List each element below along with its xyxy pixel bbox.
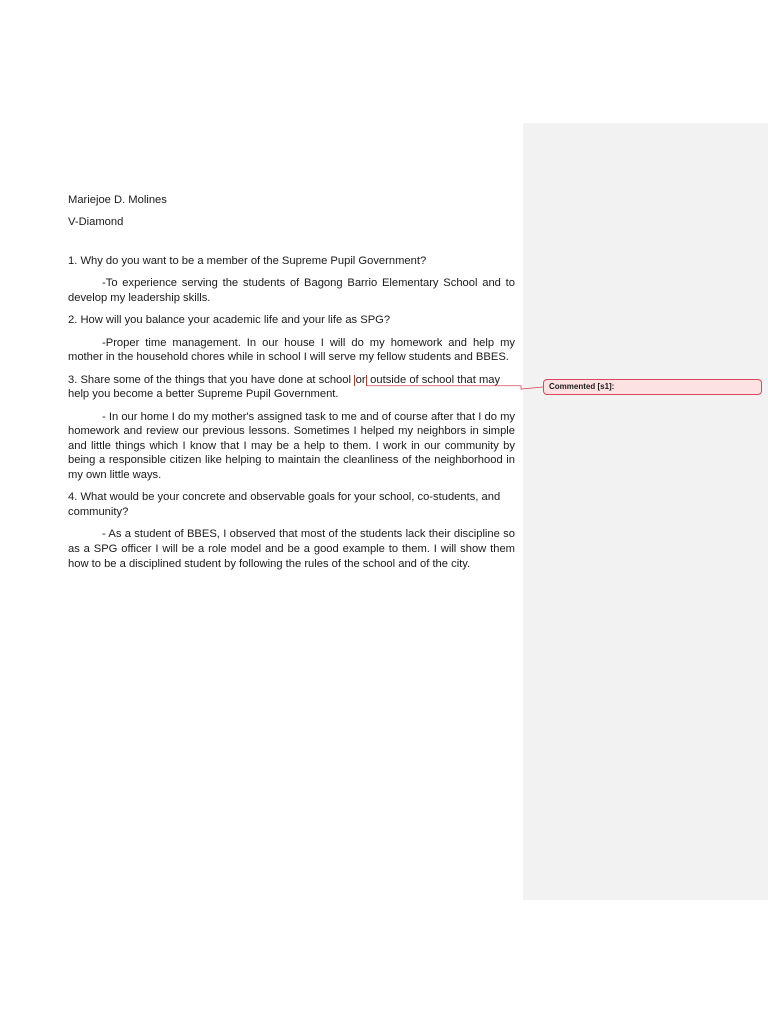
comment-label: Commented [s1]: [549, 382, 615, 391]
question-3-text-end: outside of school that may help you become a better Supreme Pupil Government. [68, 373, 501, 401]
comment-balloon[interactable] [543, 379, 762, 395]
answer-3: - In our home I do my mother's assigned task to me and of course after that I do my homework and review our previous lessons. Sometimes I helped my neighbors in simple and little things which I know that I may be a help to them. I work in our community by being a responsible citizen like helping to maintain the cleanliness of the neighborhood in my own little ways. [68, 410, 515, 482]
question-1: 1. Why do you want to be a member of the Supreme Pupil Government? [68, 254, 427, 267]
answer-4: - As a student of BBES, I observed that most of the students lack their discipline so as a SPG officer I will be a role model and be a good example to them. I will show them how to be a disciplined student by following the rules of the school and of the city. [68, 528, 515, 570]
question-3 [68, 373, 515, 402]
commented-text-highlight[interactable]: or [355, 373, 366, 386]
document-body[interactable] [68, 193, 515, 579]
answer-2: -Proper time management. In our house I will do my homework and help my mother in the household chores while in school I will serve my fellow students and BBES. [68, 336, 515, 364]
question-2: 2. How will you balance your academic life and your life as SPG? [68, 314, 391, 327]
comment-markup-pane [523, 123, 768, 900]
answer-1: -To experience serving the students of Bagong Barrio Elementary School and to develop my leadership skills. [68, 277, 515, 304]
question-3-text-start: 3. Share some of the things that you have done at school [68, 373, 355, 386]
student-name: Mariejoe D. Molines [68, 194, 167, 206]
student-section: V-Diamond [68, 215, 124, 228]
blank-line [68, 237, 515, 254]
question-4: 4. What would be your concrete and observable goals for your school, co-students, and community? [68, 491, 501, 519]
